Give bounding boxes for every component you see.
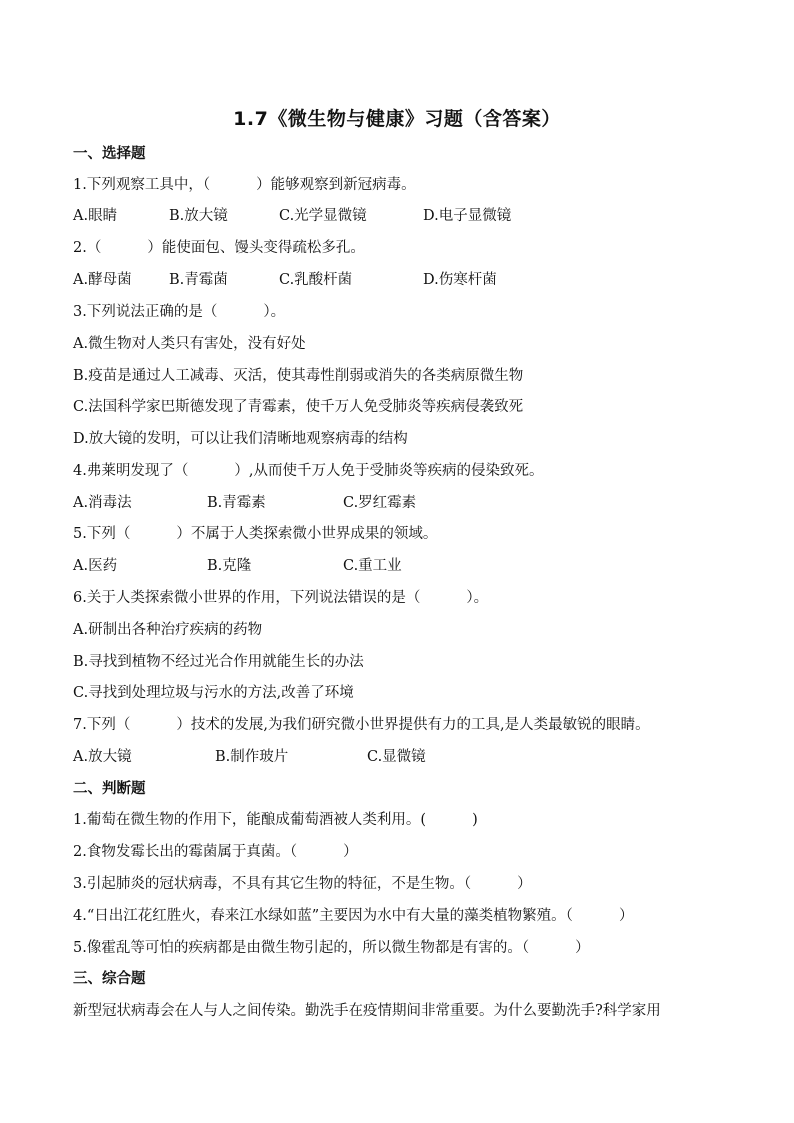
question-3-option-a: A.微生物对人类只有害处，没有好处 <box>73 336 306 352</box>
option-c: C.重工业 <box>343 558 402 574</box>
option-c: C.显微镜 <box>367 749 426 765</box>
option-c: C.罗红霉素 <box>343 495 417 511</box>
option-b: B.制作玻片 <box>215 749 289 765</box>
page-title: 1.7《微生物与健康》习题（含答案） <box>233 108 561 130</box>
question-1-options <box>73 206 773 226</box>
question-2-stem: 2.（ ）能使面包、馒头变得疏松多孔。 <box>73 240 365 256</box>
question-5-stem: 5.下列（ ）不属于人类探索微小世界成果的领域。 <box>73 526 438 542</box>
question-6-option-c: C.寻找到处理垃圾与污水的方法,改善了环境 <box>73 685 354 701</box>
question-4-options <box>73 493 773 513</box>
question-6-option-a: A.研制出各种治疗疾病的药物 <box>73 622 263 638</box>
judge-item-3: 3.引起肺炎的冠状病毒，不具有其它生物的特征，不是生物。（ ） <box>73 876 532 892</box>
option-c: C.光学显微镜 <box>279 208 367 224</box>
judge-item-4: 4.“日出江花红胜火，春来江水绿如蓝”主要因为水中有大量的藻类植物繁殖。（ ） <box>73 908 634 924</box>
question-3-stem: 3.下列说法正确的是（ ）。 <box>73 304 286 320</box>
section-heading-comprehensive: 三、综合题 <box>73 971 146 987</box>
question-1-stem: 1.下列观察工具中，（ ）能够观察到新冠病毒。 <box>73 177 416 193</box>
question-4-stem: 4.弗莱明发现了（ ）,从而使千万人免于受肺炎等疾病的侵染致死。 <box>73 463 544 479</box>
question-5-options <box>73 556 773 576</box>
question-6-stem: 6.关于人类探索微小世界的作用，下列说法错误的是（ ）。 <box>73 590 489 606</box>
question-3-option-c: C.法国科学家巴斯德发现了青霉素，使千万人免受肺炎等疾病侵袭致死 <box>73 399 524 415</box>
question-7-stem: 7.下列（ ）技术的发展,为我们研究微小世界提供有力的工具,是人类最敏锐的眼睛。 <box>73 717 650 733</box>
comprehensive-question-text: 新型冠状病毒会在人与人之间传染。勤洗手在疫情期间非常重要。为什么要勤洗手?科学家用 <box>73 1003 661 1019</box>
question-2-options <box>73 270 773 290</box>
judge-item-1: 1.葡萄在微生物的作用下，能酿成葡萄酒被人类利用。( ) <box>73 812 478 828</box>
section-heading-multiple-choice: 一、选择题 <box>73 146 146 162</box>
question-7-options <box>73 747 773 767</box>
option-b: B.放大镜 <box>169 208 228 224</box>
section-heading-true-false: 二、判断题 <box>73 781 146 797</box>
option-a: A.消毒法 <box>73 495 132 511</box>
judge-item-2: 2.食物发霉长出的霉菌属于真菌。（ ） <box>73 844 358 860</box>
option-b: B.克隆 <box>207 558 252 574</box>
question-6-option-b: B.寻找到植物不经过光合作用就能生长的办法 <box>73 654 364 670</box>
option-b: B.青霉素 <box>207 495 266 511</box>
judge-item-5: 5.像霍乱等可怕的疾病都是由微生物引起的，所以微生物都是有害的。（ ） <box>73 940 590 956</box>
option-a: A.医药 <box>73 558 118 574</box>
option-c: C.乳酸杆菌 <box>279 272 353 288</box>
option-a: A.酵母菌 <box>73 272 132 288</box>
question-3-option-d: D.放大镜的发明，可以让我们清晰地观察病毒的结构 <box>73 431 408 447</box>
option-d: D.电子显微镜 <box>423 208 512 224</box>
option-a: A.放大镜 <box>73 749 132 765</box>
option-a: A.眼睛 <box>73 208 118 224</box>
option-b: B.青霉菌 <box>169 272 228 288</box>
question-3-option-b: B.疫苗是通过人工减毒、灭活，使其毒性削弱或消失的各类病原微生物 <box>73 368 524 384</box>
option-d: D.伤寒杆菌 <box>423 272 497 288</box>
